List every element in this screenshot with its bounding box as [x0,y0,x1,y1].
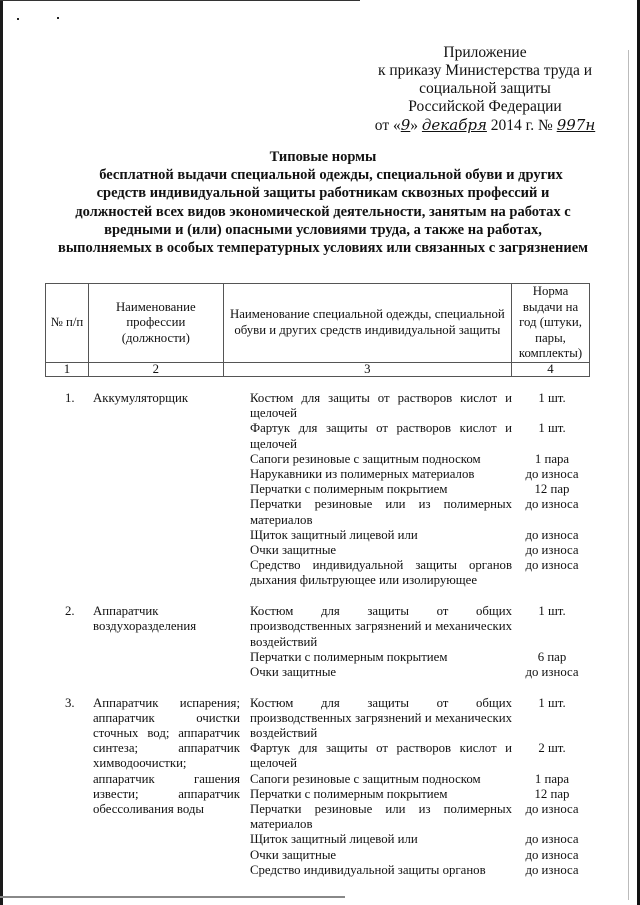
approval-line: социальной защиты [419,80,551,97]
row-number-empty [45,497,93,527]
approval-line: Российской Федерации [408,98,562,115]
row-number-empty [45,848,93,863]
issue-norm: до износа [525,862,579,877]
issue-norm: до износа [525,847,579,862]
header-cell-profession: Наименование профессии (должности) [88,284,223,363]
scan-border-left [0,0,3,905]
column-number: 4 [512,362,590,376]
issue-norm: 12 пар [534,482,570,497]
row-number-empty [45,832,93,847]
protective-item-name: Средство индивидуальной защиты органов дыхания фильтрующее или изолирующее [250,558,512,588]
order-date-line [350,116,620,135]
row-number-empty [45,650,93,665]
issue-norm: до износа [525,467,579,482]
row-number-empty [45,421,93,451]
approval-block [350,44,620,135]
scan-speck [57,17,59,19]
row-number-empty [45,482,93,497]
protective-item-name: Перчатки с полимерным покрытием [250,482,448,497]
row-number: 3. [65,695,75,710]
issue-norm: 1 шт. [538,391,566,405]
table-row-group [45,696,590,878]
approval-line: к приказу Министерства труда и [377,62,593,79]
row-number-empty [45,543,93,558]
row-number-empty [45,665,93,680]
row-number-empty [45,467,93,482]
table-row-group [45,604,590,680]
row-number-empty [45,558,93,588]
column-number: 1 [46,362,89,376]
row-number-empty [45,452,93,467]
row-number-empty [45,528,93,543]
protective-item-name: Сапоги резиновые с защитным подноском [250,771,481,786]
scan-line-right [628,50,629,900]
scan-speck [17,18,19,20]
issue-norm: 6 пар [537,649,567,664]
issue-norm: до износа [525,664,579,679]
protective-item-name: Очки защитные [250,847,337,862]
issue-norm: 1 шт. [538,604,566,619]
row-number: 1. [65,391,75,405]
protective-item-name: Щиток защитный лицевой или [250,832,418,847]
protective-item-name: Нарукавники из полимерных материалов [250,467,475,482]
header-cell-item: Наименование специальной одежды, специальной обуви и других средств индивидуальной защиты [223,284,511,363]
row-number-empty [45,787,93,802]
scan-border-top [0,0,360,1]
issue-norm: до износа [525,802,579,817]
protective-item-name: Перчатки резиновые или из полимерных материалов [250,497,512,527]
protective-item-name: Костюм для защиты от общих производственных загрязнений и механических воздействий [250,695,512,741]
header-cell-norm: Норма выдачи на год (штуки, пары, комплекты) [512,284,590,363]
issue-norm: до износа [525,832,579,847]
row-number-empty [45,863,93,878]
issue-norm: 1 пара [534,771,570,786]
approval-line: Приложение [443,44,527,61]
scan-border-bottom [0,896,345,898]
issue-norm: до износа [525,497,579,512]
protective-item-name: Костюм для защиты от растворов кислот и щелочей [250,391,512,421]
title-subtitle: бесплатной выдачи специальной одежды, специальной обуви и других средств индивидуальной защиты работникам сквозных профессий и должностей всех видов экономической деятельности, занятым на работах с вредными и (или) опасными условиями труда, а также на работах, выполняемых в особых температурных условиях или связанных с загрязнением [58,167,589,257]
row-number-empty [45,772,93,787]
row-number-empty [45,802,93,832]
issue-norm: 1 пара [534,451,570,466]
protective-item-name: Перчатки с полимерным покрытием [250,786,448,801]
order-day: 9 [400,116,411,134]
protective-item-name: Перчатки с полимерным покрытием [250,649,448,664]
column-number-row [46,362,590,376]
issue-norm: 12 пар [534,786,570,801]
protective-item-name: Фартук для защиты от растворов кислот и щелочей [250,741,512,771]
header-row [46,284,590,363]
row-number-empty [45,741,93,771]
header-cell-number: № п/п [46,284,89,363]
table-row-group [45,391,590,589]
issue-norm: до износа [525,527,579,542]
protective-item-name: Фартук для защиты от растворов кислот и щелочей [250,421,512,451]
protective-item-name: Перчатки резиновые или из полимерных материалов [250,802,512,832]
order-number: 997н [556,116,596,134]
protective-item-name: Очки защитные [250,664,337,679]
protective-item-name: Сапоги резиновые с защитным подноском [250,451,481,466]
profession-name: Аппаратчик воздухоразделения [93,604,197,634]
column-number: 3 [223,362,511,376]
issue-norm: до износа [525,558,579,573]
order-month: декабря [421,116,487,134]
issue-norm: 1 шт. [538,695,566,710]
profession-name: Аккумуляторщик [93,391,189,405]
order-year: 2014 г. № [486,117,557,134]
row-number: 2. [65,604,75,619]
protective-item-name: Щиток защитный лицевой или [250,527,418,542]
norms-table-body [45,391,590,894]
issue-norm: до износа [525,543,579,558]
date-mid: » [410,117,422,134]
profession-name: Аппаратчик испарения; аппаратчик очистки сточных вод; аппаратчик синтеза; аппаратчик химводоочистки; аппаратчик гашения извести; аппаратчик обессоливания воды [93,695,240,817]
protective-item-name: Средство индивидуальной защиты органов [250,862,486,877]
issue-norm: 1 шт. [538,421,566,436]
document-title [58,148,588,257]
issue-norm: 2 шт. [538,741,566,756]
protective-item-name: Очки защитные [250,543,337,558]
norms-table-header [45,283,590,377]
column-number: 2 [88,362,223,376]
protective-item-name: Костюм для защиты от общих производственных загрязнений и механических воздействий [250,604,512,649]
title-main: Типовые нормы [269,149,377,165]
date-prefix: от « [374,117,401,134]
